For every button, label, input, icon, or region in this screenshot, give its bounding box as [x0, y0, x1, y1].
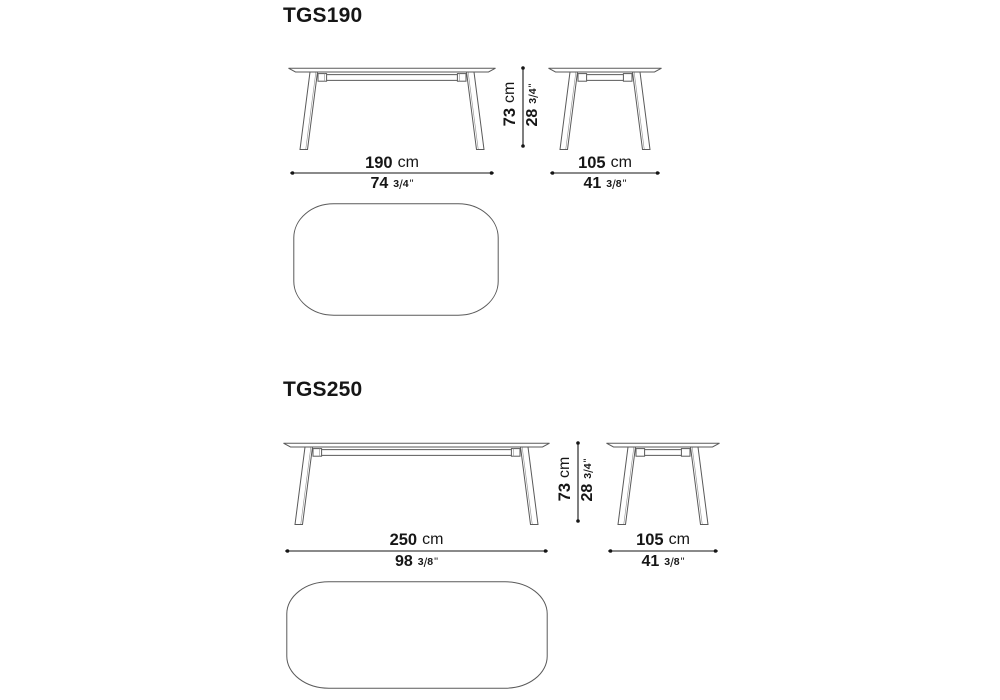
tabletop — [607, 443, 720, 447]
height-value-cm: 73 — [555, 482, 574, 502]
table-leg — [633, 72, 651, 150]
depth-value-in: 41 — [641, 553, 660, 570]
length-value-in: 98 — [394, 553, 413, 570]
leg-bracket — [457, 74, 466, 82]
tgs250-height-label-imperial: 28 3 / 4 " — [579, 458, 596, 502]
inch-mark: " — [409, 177, 414, 190]
tgs250-front-view-drawing — [283, 440, 550, 526]
table-leg — [300, 72, 318, 150]
inch-mark: " — [581, 458, 594, 463]
tgs250-side-view-drawing — [606, 440, 720, 526]
table-leg — [295, 447, 313, 525]
leg-bracket — [313, 449, 322, 457]
table-leg — [521, 447, 539, 525]
tgs250-length-label-metric — [283, 532, 550, 548]
inch-mark: " — [680, 555, 685, 568]
depth-unit-cm: cm — [610, 154, 632, 171]
tgs190-top-view-drawing — [293, 203, 499, 316]
length-value-cm: 190 — [365, 153, 393, 172]
tgs190-depth-label-imperial: 41 3 / 8 " — [583, 175, 627, 192]
leg-bracket — [318, 74, 327, 82]
leg-bracket — [578, 74, 587, 82]
depth-value-cm: 105 — [578, 153, 606, 172]
length-unit-cm: cm — [397, 154, 419, 171]
tabletop — [289, 68, 496, 72]
table-leg — [560, 72, 578, 150]
tgs190-side-view-drawing — [548, 65, 662, 151]
tgs190-height-label-imperial: 28 3 / 4 " — [524, 83, 541, 127]
tabletop — [284, 443, 550, 447]
height-value-in: 28 — [579, 483, 596, 502]
height-unit-cm: cm — [556, 456, 573, 478]
depth-value-cm: 105 — [636, 530, 664, 549]
leg-bracket — [636, 449, 645, 457]
tgs250-top-view-drawing — [286, 581, 548, 689]
inch-mark: " — [526, 83, 539, 88]
tabletop-outline — [287, 582, 547, 688]
tabletop-outline — [294, 204, 498, 315]
table-leg — [618, 447, 636, 525]
leg-bracket — [623, 74, 632, 82]
tgs190-height-label-metric — [501, 59, 519, 149]
tabletop — [549, 68, 662, 72]
length-value-cm: 250 — [389, 530, 418, 549]
tgs250-height-label-metric — [556, 434, 574, 524]
tgs190-length-label-imperial: 74 3 / 4 " — [370, 175, 414, 192]
length-value-in: 74 — [370, 175, 389, 192]
inch-mark: " — [434, 555, 438, 568]
depth-value-in: 41 — [583, 175, 602, 192]
tgs250-length-label-imperial: 98 3 / 8 " — [394, 553, 438, 570]
height-unit-cm: cm — [501, 81, 518, 103]
length-unit-cm: cm — [422, 531, 444, 548]
table-leg — [467, 72, 485, 150]
leg-bracket — [681, 449, 690, 457]
leg-bracket — [511, 449, 520, 457]
model-title-tgs190: TGS190 — [283, 4, 363, 27]
tgs250-depth-label-imperial: 41 3 / 8 " — [641, 553, 685, 570]
model-title-tgs250: TGS250 — [283, 378, 363, 401]
depth-unit-cm: cm — [668, 531, 690, 548]
height-value-cm: 73 — [500, 107, 519, 127]
height-value-in: 28 — [524, 108, 541, 127]
table-leg — [691, 447, 709, 525]
tgs190-front-view-drawing — [288, 65, 496, 151]
inch-mark: " — [622, 177, 627, 190]
tgs250-depth-label-metric — [606, 532, 720, 548]
